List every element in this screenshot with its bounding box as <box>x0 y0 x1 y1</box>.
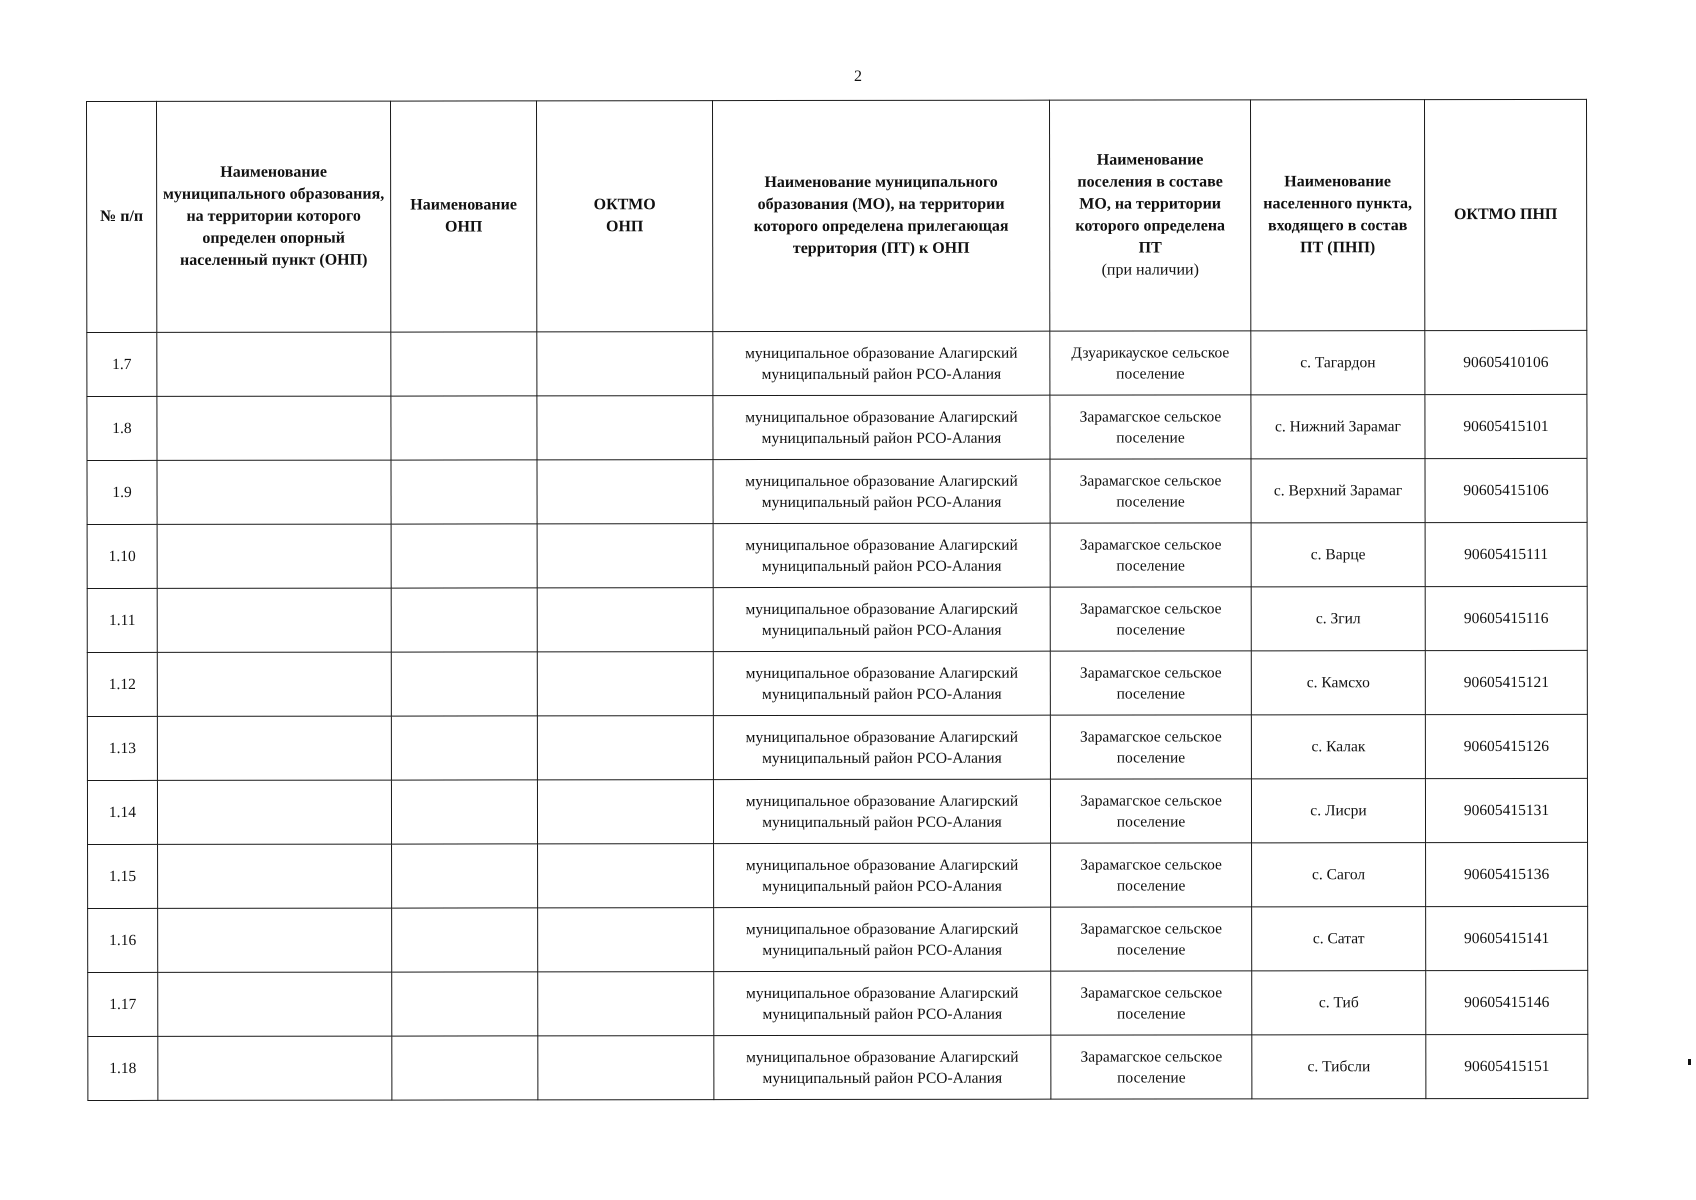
table-row <box>88 1034 1588 1100</box>
header-mo-pt: Наименование муниципального образования (МО), на территории которого определена прилегающая территория (ПТ) к ОНП <box>713 100 1050 331</box>
cell-pnp-oktmo: 90605415151 <box>1426 1034 1588 1098</box>
cell-pnp-name: с. Тибсли <box>1252 1035 1426 1099</box>
cell-mo-onp <box>158 844 392 908</box>
cell-pnp-oktmo: 90605415116 <box>1425 586 1587 650</box>
cell-settlement: Зарамагское сельское поселение <box>1050 587 1251 651</box>
header-pnp-name: Наименование населенного пункта, входящего в состав ПТ (ПНП) <box>1250 100 1424 331</box>
cell-settlement: Зарамагское сельское поселение <box>1050 715 1251 779</box>
cell-mo-pt: муниципальное образование Алагирский муниципальный район РСО-Алания <box>713 715 1050 779</box>
cell-onp-oktmo <box>537 524 713 588</box>
cell-mo-pt: муниципальное образование Алагирский муниципальный район РСО-Алания <box>713 331 1050 395</box>
cell-pnp-oktmo: 90605415146 <box>1426 970 1588 1034</box>
cell-num: 1.7 <box>87 332 157 396</box>
cell-pnp-oktmo: 90605415136 <box>1426 842 1588 906</box>
table-row <box>87 714 1587 780</box>
cell-pnp-name: с. Тиб <box>1252 971 1426 1035</box>
cell-onp-oktmo <box>537 396 713 460</box>
table-row <box>87 330 1587 396</box>
header-settlement <box>1049 100 1250 331</box>
cell-mo-pt: муниципальное образование Алагирский муниципальный район РСО-Алания <box>714 843 1051 907</box>
cell-num: 1.16 <box>88 908 158 972</box>
cell-mo-pt: муниципальное образование Алагирский муниципальный район РСО-Алания <box>714 971 1051 1035</box>
cell-pnp-oktmo: 90605415111 <box>1425 522 1587 586</box>
cell-mo-pt: муниципальное образование Алагирский муниципальный район РСО-Алания <box>713 523 1050 587</box>
cell-onp-name <box>392 844 538 908</box>
cell-mo-onp <box>158 908 392 972</box>
cell-num: 1.17 <box>88 972 158 1036</box>
scan-mark <box>1688 1059 1691 1065</box>
cell-onp-oktmo <box>537 588 713 652</box>
cell-onp-name <box>391 524 537 588</box>
page-number: 2 <box>854 68 862 85</box>
cell-pnp-oktmo: 90605415121 <box>1425 650 1587 714</box>
cell-settlement: Зарамагское сельское поселение <box>1050 779 1251 843</box>
cell-pnp-name: с. Камсхо <box>1251 651 1425 715</box>
cell-mo-pt: муниципальное образование Алагирский муниципальный район РСО-Алания <box>713 587 1050 651</box>
cell-onp-name <box>392 1036 538 1100</box>
cell-mo-pt: муниципальное образование Алагирский муниципальный район РСО-Алания <box>713 779 1050 843</box>
cell-pnp-oktmo: 90605415126 <box>1425 714 1587 778</box>
cell-onp-oktmo <box>537 716 713 780</box>
table-row <box>87 650 1587 716</box>
table-row <box>87 394 1587 460</box>
cell-pnp-name: с. Варце <box>1251 523 1425 587</box>
cell-num: 1.15 <box>88 844 158 908</box>
cell-mo-pt: муниципальное образование Алагирский муниципальный район РСО-Алания <box>713 459 1050 523</box>
cell-num: 1.9 <box>87 460 157 524</box>
cell-onp-oktmo <box>537 780 713 844</box>
cell-pnp-name: с. Нижний Зарамаг <box>1251 395 1425 459</box>
cell-settlement: Зарамагское сельское поселение <box>1051 843 1252 907</box>
header-settlement-main: Наименование поселения в составе МО, на территории которого определена ПТ <box>1075 151 1226 257</box>
cell-onp-name <box>392 972 538 1036</box>
cell-num: 1.13 <box>87 716 157 780</box>
cell-onp-name <box>391 716 537 780</box>
cell-mo-pt: муниципальное образование Алагирский муниципальный район РСО-Алания <box>714 907 1051 971</box>
header-onp-name: Наименование ОНП <box>391 101 537 332</box>
cell-onp-oktmo <box>537 332 713 396</box>
cell-num: 1.12 <box>87 652 157 716</box>
cell-pnp-name: с. Сатат <box>1252 907 1426 971</box>
settlements-table-container <box>86 99 1587 1101</box>
cell-onp-oktmo <box>537 652 713 716</box>
cell-onp-name <box>391 652 537 716</box>
cell-pnp-name: с. Лисри <box>1251 779 1425 843</box>
table-header-row <box>87 99 1587 332</box>
header-pnp-oktmo: ОКТМО ПНП <box>1424 99 1586 330</box>
table-row <box>87 522 1587 588</box>
cell-pnp-name: с. Калак <box>1251 715 1425 779</box>
cell-num: 1.11 <box>87 588 157 652</box>
cell-onp-oktmo <box>537 460 713 524</box>
cell-onp-name <box>391 588 537 652</box>
cell-settlement: Зарамагское сельское поселение <box>1051 971 1252 1035</box>
cell-mo-onp <box>157 652 391 716</box>
cell-mo-onp <box>157 716 391 780</box>
cell-num: 1.8 <box>87 396 157 460</box>
cell-settlement: Зарамагское сельское поселение <box>1050 395 1251 459</box>
cell-num: 1.10 <box>87 524 157 588</box>
cell-settlement: Зарамагское сельское поселение <box>1050 523 1251 587</box>
cell-pnp-name: с. Тагардон <box>1251 331 1425 395</box>
table-body <box>87 330 1588 1100</box>
settlements-table <box>86 99 1588 1101</box>
cell-mo-onp <box>157 396 391 460</box>
table-row <box>88 970 1588 1036</box>
cell-onp-oktmo <box>538 972 714 1036</box>
cell-onp-name <box>391 780 537 844</box>
cell-mo-pt: муниципальное образование Алагирский муниципальный район РСО-Алания <box>714 1035 1051 1099</box>
table-row <box>88 842 1588 908</box>
header-onp-oktmo: ОКТМО ОНП <box>537 101 713 332</box>
cell-mo-onp <box>158 1036 392 1100</box>
cell-onp-oktmo <box>538 908 714 972</box>
cell-pnp-oktmo: 90605415106 <box>1425 458 1587 522</box>
cell-pnp-name: с. Згил <box>1251 587 1425 651</box>
cell-pnp-oktmo: 90605415101 <box>1425 394 1587 458</box>
header-mo-onp: Наименование муниципального образования, на территории которого определен опорный населенный пункт (ОНП) <box>157 101 391 332</box>
cell-onp-oktmo <box>538 844 714 908</box>
cell-mo-onp <box>157 780 391 844</box>
cell-pnp-name: с. Верхний Зарамаг <box>1251 459 1425 523</box>
table-row <box>87 586 1587 652</box>
cell-onp-oktmo <box>538 1036 714 1100</box>
cell-pnp-oktmo: 90605415141 <box>1426 906 1588 970</box>
cell-num: 1.14 <box>87 780 157 844</box>
table-row <box>87 458 1587 524</box>
cell-mo-pt: муниципальное образование Алагирский муниципальный район РСО-Алания <box>713 651 1050 715</box>
cell-settlement: Зарамагское сельское поселение <box>1050 459 1251 523</box>
cell-onp-name <box>392 908 538 972</box>
cell-mo-pt: муниципальное образование Алагирский муниципальный район РСО-Алания <box>713 395 1050 459</box>
cell-onp-name <box>391 332 537 396</box>
table-row <box>87 778 1587 844</box>
cell-settlement: Зарамагское сельское поселение <box>1051 907 1252 971</box>
cell-mo-onp <box>158 972 392 1036</box>
cell-onp-name <box>391 460 537 524</box>
cell-pnp-name: с. Сагол <box>1252 843 1426 907</box>
cell-pnp-oktmo: 90605410106 <box>1425 330 1587 394</box>
cell-settlement: Зарамагское сельское поселение <box>1051 1035 1252 1099</box>
cell-mo-onp <box>157 524 391 588</box>
cell-settlement: Дзуарикауское сельское поселение <box>1050 331 1251 395</box>
cell-mo-onp <box>157 332 391 396</box>
cell-pnp-oktmo: 90605415131 <box>1425 778 1587 842</box>
table-row <box>88 906 1588 972</box>
cell-onp-name <box>391 396 537 460</box>
cell-mo-onp <box>157 588 391 652</box>
header-settlement-note: (при наличии) <box>1101 261 1199 279</box>
cell-num: 1.18 <box>88 1036 158 1100</box>
header-num: № п/п <box>87 101 157 332</box>
cell-settlement: Зарамагское сельское поселение <box>1050 651 1251 715</box>
cell-mo-onp <box>157 460 391 524</box>
